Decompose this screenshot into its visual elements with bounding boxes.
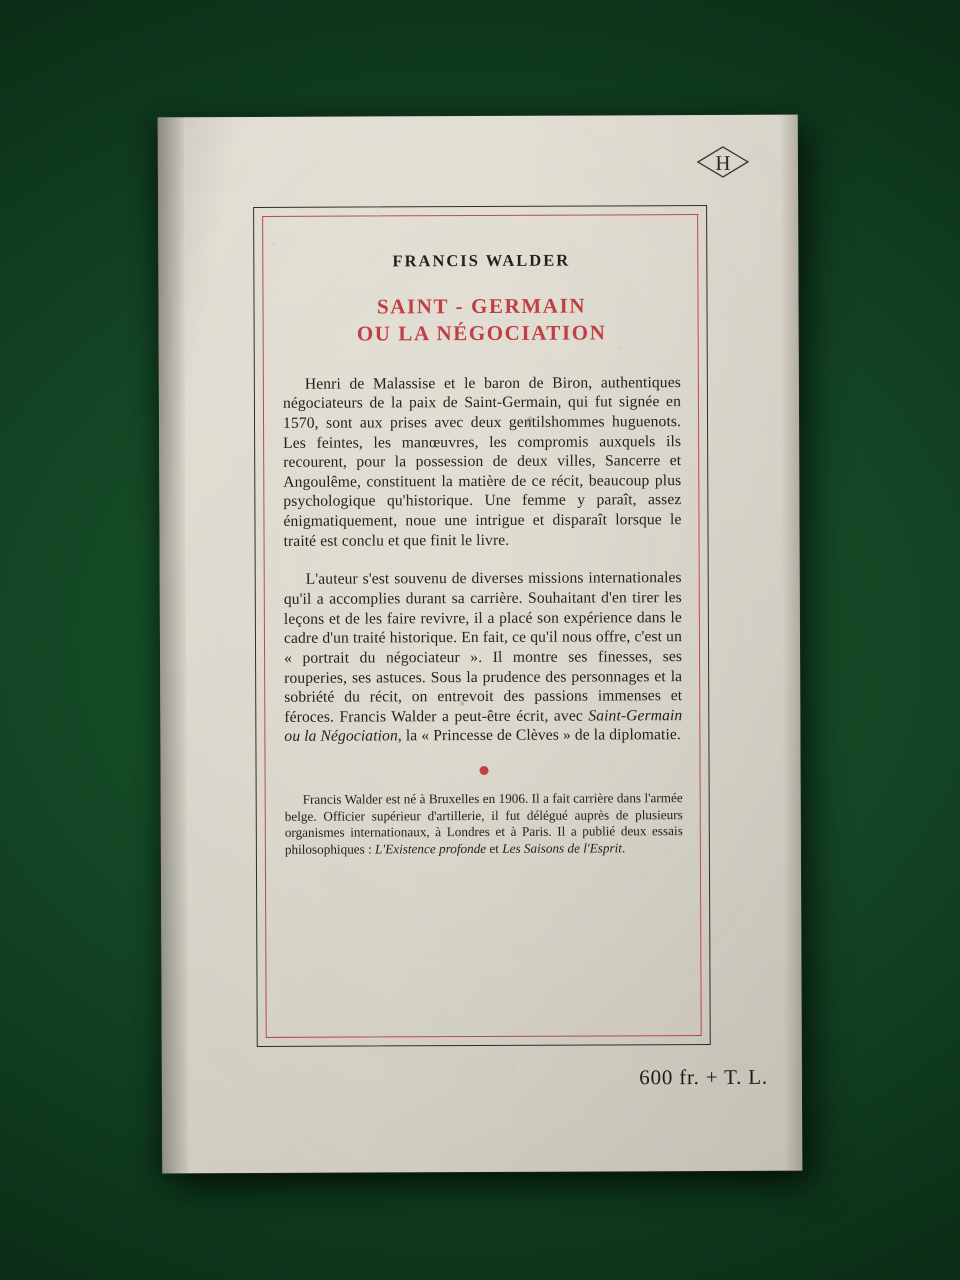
cover-edge-wear: [780, 115, 803, 1171]
author-biography: [285, 790, 683, 858]
gallimard-h-icon: [696, 145, 750, 179]
price-label: 600 fr. + T. L.: [639, 1064, 768, 1090]
book-title: [282, 292, 680, 348]
blurb-p2-text-2: , la « Princesse de Clèves » de la diplomatie.: [397, 726, 681, 745]
red-dot-ornament: [479, 766, 488, 775]
blurb-paragraph-1: Henri de Malassise et le baron de Biron, authentiques négociateurs de la paix de Saint-Germain, qui fut signée en 1570, sont aux prises avec deux gentilshommes huguenots. Les feintes, les manœuvres, les compromis auxquels ils recourent, pour la possession de deux villes, Sancerre et Angoulême, constituent la matière de ce récit, beaucoup plus psychologique qu'historique. Une femme y paraît, assez énigmatiquement, noue une intrigue et disparaît lorsque le traité est conclu et que finit le livre.: [282, 373, 682, 550]
svg-text:H: H: [715, 150, 731, 175]
spine-shadow: [158, 117, 189, 1173]
book-title-line-1: SAINT - GERMAIN: [376, 293, 587, 319]
bio-work-1: L'Existence profonde: [374, 840, 487, 857]
book-title-line-2: OU LA NÉGOCIATION: [356, 320, 607, 346]
bio-conjunction: et: [486, 840, 503, 856]
cover-frame-outer: [253, 205, 711, 1047]
blurb-p2-text-1: L'auteur s'est souvenu de diverses missions internationales qu'il a accomplies durant sa carrière. Souhaitant d'en tirer les leçons et de les faire revivre, il a placé son expérience dans le cadre d'un traité historique. En fait, ce qu'il nous offre, c'est un « portrait du négociateur ». Il montre ses finesses, ses rouperies, ses astuces. Sous la prudence des personnages et la sobriété du récit, on entrevoit des passions immenses et féroces. Francis Walder a peut-être écrit, avec: [283, 569, 683, 726]
bio-text: Francis Walder est né à Bruxelles en 1906. Il a fait carrière dans l'armée belge. Officier supérieur d'artillerie, il fut délégué auprès de plusieurs organismes internationaux, à Londres et à Paris. Il a publié deux essais philosophiques :: [284, 790, 683, 857]
blurb-p2-title-italic: Saint-Germain ou la Négociation: [284, 706, 683, 746]
bio-work-2: Les Saisons de l'Esprit: [502, 840, 622, 856]
bio-period: .: [621, 840, 626, 856]
cover-content: [282, 232, 683, 1026]
blurb-paragraph-2: [284, 568, 683, 747]
author-name: FRANCIS WALDER: [392, 250, 571, 271]
book-back-cover: [158, 115, 803, 1174]
